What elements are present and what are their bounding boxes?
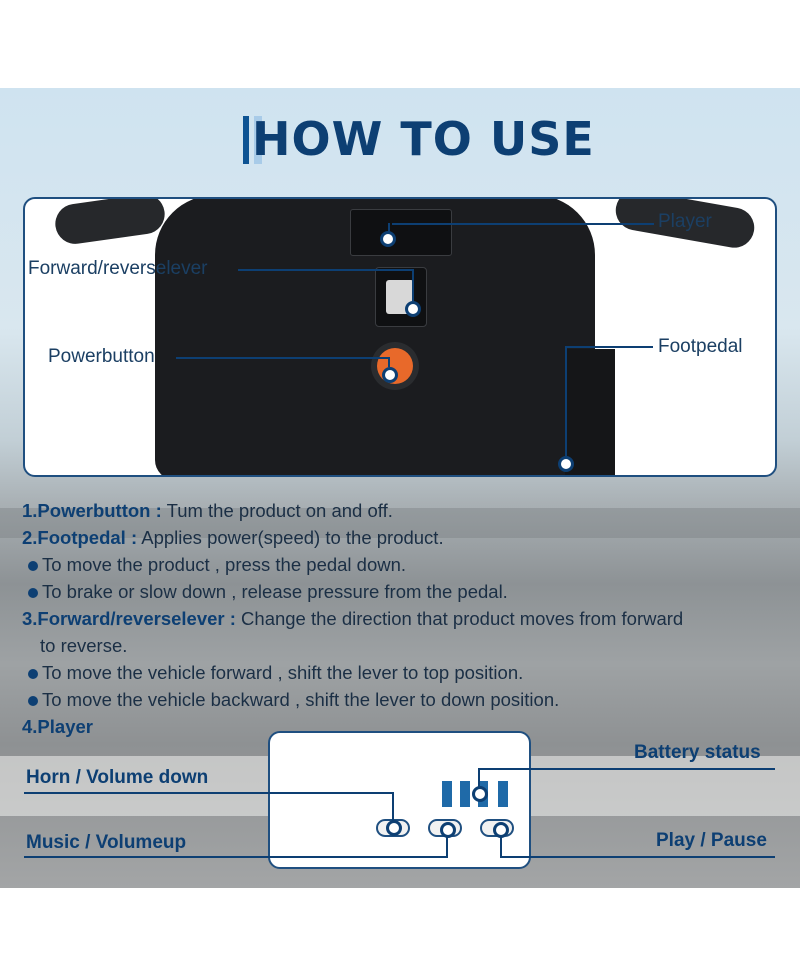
- music-callout-line: [24, 856, 448, 858]
- bullet-item: [22, 659, 792, 686]
- foot-pedal: [565, 349, 615, 477]
- play-callout-dot: [493, 822, 509, 838]
- instruction-3-label: 3.Forward/reverselever :: [22, 608, 236, 629]
- instruction-4-label: 4.Player: [22, 716, 93, 737]
- bullet-dot-icon: [28, 669, 38, 679]
- instructions: [22, 497, 792, 740]
- lever-callout-dot: [405, 301, 421, 317]
- instruction-1-text: Tum the product on and off.: [166, 500, 393, 521]
- music-callout-dot: [440, 822, 456, 838]
- bullet-item: [22, 551, 792, 578]
- power-callout-dot: [382, 367, 398, 383]
- instruction-1: [22, 497, 792, 524]
- bullet-item: [22, 686, 792, 713]
- instruction-3-text: Change the direction that product moves from forward: [241, 608, 684, 629]
- horn-callout-dot: [386, 820, 402, 836]
- bullet-text: To brake or slow down , release pressure from the pedal.: [42, 581, 508, 602]
- power-label: Powerbutton: [48, 346, 155, 367]
- power-callout-stub: [388, 357, 390, 367]
- left-handlebar: [53, 197, 167, 246]
- battery-status-label: Battery status: [634, 742, 761, 763]
- power-callout-line: [176, 357, 388, 359]
- play-pause-label: Play / Pause: [656, 830, 767, 851]
- horn-callout-stub: [392, 792, 394, 822]
- player-callout-line: [392, 223, 654, 225]
- instruction-3-cont: to reverse.: [40, 635, 128, 656]
- lever-label: Forward/reverselever: [28, 258, 208, 279]
- player-callout-stub: [388, 223, 390, 233]
- pedal-callout-line: [565, 346, 653, 348]
- lever-callout-line: [238, 269, 414, 271]
- pedal-callout-dot: [558, 456, 574, 472]
- player-label: Player: [658, 211, 712, 232]
- player-callout-dot: [380, 231, 396, 247]
- instruction-2-text: Applies power(speed) to the product.: [141, 527, 444, 548]
- lever-callout-stub: [412, 269, 414, 301]
- horn-callout-line: [24, 792, 394, 794]
- page-title: HOW TO USE: [252, 112, 595, 166]
- instruction-3: [22, 605, 792, 632]
- bullet-item: [22, 578, 792, 605]
- pedal-label: Footpedal: [658, 336, 743, 357]
- bullet-text: To move the vehicle backward , shift the lever to down position.: [42, 689, 560, 710]
- bullet-text: To move the vehicle forward , shift the lever to top position.: [42, 662, 524, 683]
- battery-bar-icon: [460, 781, 470, 807]
- battery-bar-icon: [498, 781, 508, 807]
- battery-bar-icon: [442, 781, 452, 807]
- bullet-text: To move the product , press the pedal down.: [42, 554, 407, 575]
- battery-callout-dot: [472, 786, 488, 802]
- title-accent-bar: [243, 116, 249, 164]
- instruction-2: [22, 524, 792, 551]
- pedal-callout-stub: [565, 346, 567, 456]
- instruction-1-label: 1.Powerbutton :: [22, 500, 162, 521]
- play-callout-line: [500, 856, 775, 858]
- battery-callout-line: [478, 768, 775, 770]
- bullet-dot-icon: [28, 561, 38, 571]
- horn-volume-down-label: Horn / Volume down: [26, 767, 209, 788]
- music-volume-up-label: Music / Volumeup: [26, 832, 187, 853]
- battery-callout-stub: [478, 768, 480, 788]
- bullet-dot-icon: [28, 588, 38, 598]
- forward-reverse-switch: [375, 267, 427, 327]
- player-diagram: [268, 731, 531, 869]
- instruction-2-label: 2.Footpedal :: [22, 527, 138, 548]
- bullet-dot-icon: [28, 696, 38, 706]
- player-panel: [350, 209, 452, 256]
- title-section: [0, 112, 800, 172]
